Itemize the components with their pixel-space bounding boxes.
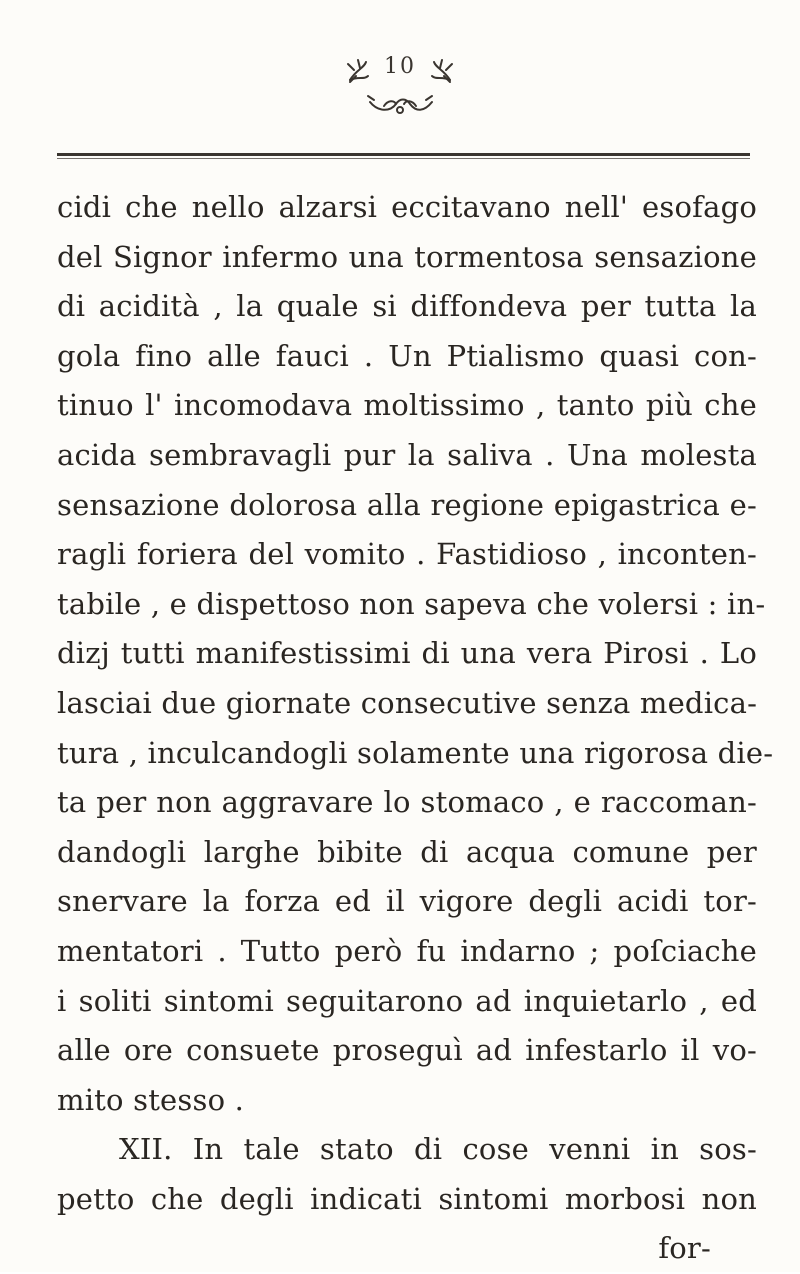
text-line: tabile , e dispettoso non sapeva che volersi : in-: [57, 586, 766, 621]
page-header: [0, 40, 800, 120]
header-rule-thin: [57, 158, 750, 159]
body-text: [57, 183, 774, 1274]
text-line: ragli foriera del vomito . Fastidioso , inconten-: [57, 537, 757, 572]
text-line: tinuo l' incomodava moltissimo , tanto più che: [57, 388, 757, 423]
text-line: ta per non aggravare lo stomaco , e raccoman-: [57, 785, 757, 820]
floral-headpiece-ornament: [320, 40, 480, 120]
text-line: tura , inculcandogli solamente una rigorosa die-: [57, 735, 774, 770]
catchword: for-: [658, 1231, 711, 1266]
text-line: sensazione dolorosa alla regione epigastrica e-: [57, 487, 757, 522]
text-line: snervare la forza ed il vigore degli acidi tor-: [57, 884, 757, 919]
text-line: dandogli larghe bibite di acqua comune per: [57, 834, 757, 869]
text-line: alle ore consuete proseguì ad infestarlo il vo-: [57, 1033, 757, 1068]
text-line: di acidità , la quale si diffondeva per tutta la: [57, 289, 757, 324]
text-line: cidi che nello alzarsi eccitavano nell' esofago: [57, 190, 757, 224]
text-line: del Signor infermo una tormentosa sensazione: [57, 239, 757, 274]
header-rule: [57, 153, 750, 156]
text-line: mentatori . Tutto però fu indarno ; poſciache: [57, 933, 757, 968]
text-line: petto che degli indicati sintomi morbosi non: [57, 1181, 757, 1216]
page-number: 10: [384, 54, 416, 79]
text-line: gola fino alle fauci . Un Ptialismo quasi con-: [57, 338, 757, 373]
text-line: mito stesso .: [57, 1082, 245, 1117]
section-heading-line: XII. In tale stato di cose venni in sos-: [119, 1132, 757, 1167]
text-line: i soliti sintomi seguitarono ad inquietarlo , ed: [57, 983, 757, 1018]
text-line: lasciai due giornate consecutive senza medica-: [57, 685, 758, 720]
text-line: acida sembravagli pur la saliva . Una molesta: [57, 437, 757, 472]
text-line: dizj tutti manifestissimi di una vera Pirosi . Lo: [57, 636, 757, 671]
